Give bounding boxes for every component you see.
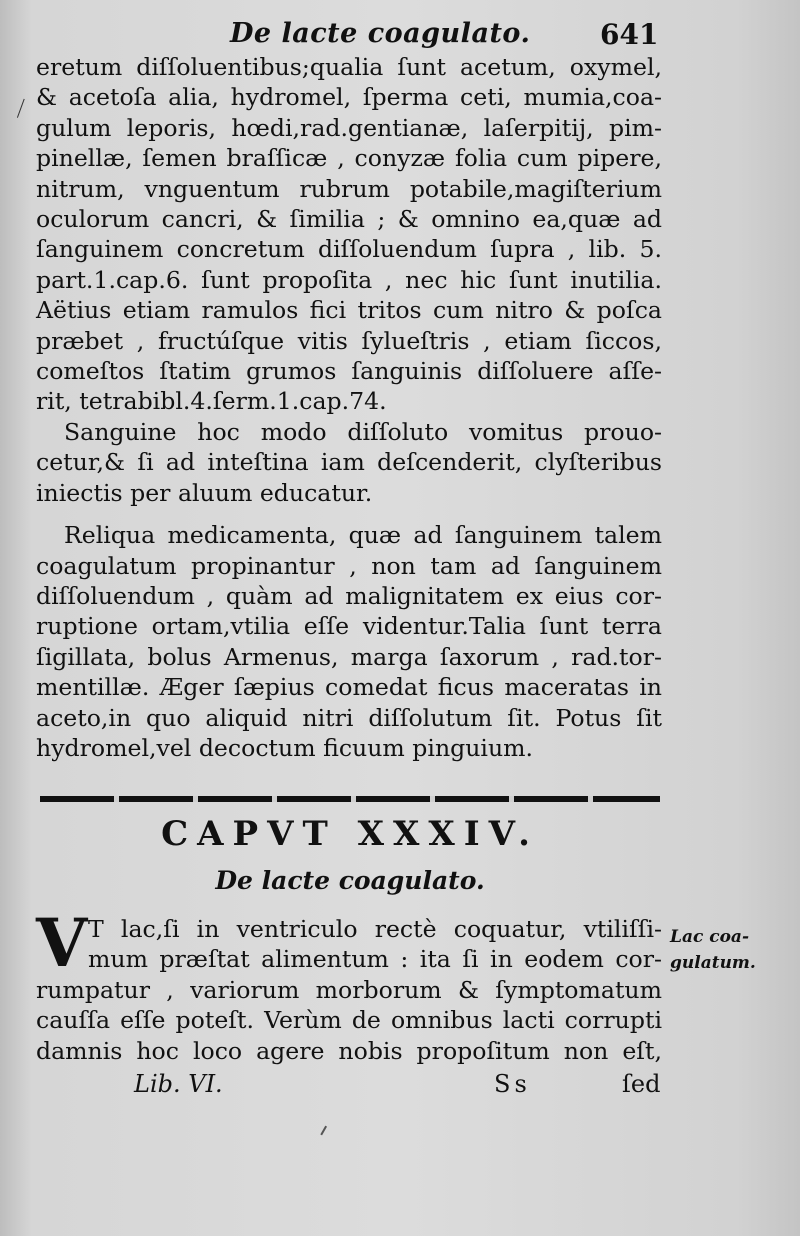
- text-line: Aëtius etiam ramulos fici tritos cum nitro & poſca: [36, 296, 662, 325]
- paragraph-2: [36, 417, 662, 508]
- text-line: præbet , fructúſque vitis ſylueſtris , etiam ſiccos,: [36, 326, 662, 355]
- section-divider-rule: [40, 796, 660, 802]
- text-line: & acetoſa alia, hydromel, ſperma ceti, mumia,coa-: [36, 83, 662, 112]
- text-line: cetur,& ſi ad inteſtina iam deſcenderit, clyſteribus: [36, 448, 662, 477]
- marginal-note: [670, 924, 790, 976]
- text-block: [36, 52, 662, 763]
- text-line: mum præſtat alimentum : ita ſi in eodem cor-: [88, 945, 662, 974]
- signature-mark: Ss: [494, 1070, 531, 1098]
- running-head: [0, 18, 800, 52]
- chapter-body: [36, 904, 662, 1066]
- paragraph-3: [36, 520, 662, 763]
- text-line: comeſtos ſtatim grumos ſanguinis diſſoluere aſſe-: [36, 357, 662, 386]
- text-line: ſigillata, bolus Armenus, marga ſaxorum , rad.tor-: [36, 642, 662, 671]
- running-head-title: De lacte coagulato.: [230, 18, 531, 49]
- book-reference: Lib. VI.: [134, 1070, 223, 1098]
- text-line: Sanguine hoc modo diſſoluto vomitus prouo-: [64, 417, 662, 446]
- text-line: rumpatur , variorum morborum & ſymptomatum: [36, 975, 662, 1004]
- text-line: ruptione ortam,vtilia eſſe videntur.Talia ſunt terra: [36, 612, 662, 641]
- stray-ink-mark: [320, 1126, 335, 1141]
- text-line: ſanguinem concretum diſſoluendum ſupra , lib. 5.: [36, 235, 662, 264]
- text-line: diſſoluendum , quàm ad malignitatem ex eius cor-: [36, 581, 662, 610]
- text-line: oculorum cancri, & ſimilia ; & omnino ea,quæ ad: [36, 205, 662, 234]
- text-line: mentillæ. Æger ſæpius comedat ficus maceratas in: [36, 673, 662, 702]
- page-footer: [0, 1070, 800, 1104]
- text-line: T lac,ſi in ventriculo rectè coquatur, vtiliſſi-: [88, 915, 662, 943]
- text-line: rit, tetrabibl.4.ſerm.1.cap.74.: [36, 387, 387, 416]
- chapter-heading: CAPVT XXXIV.: [161, 814, 539, 854]
- catchword: ſed: [622, 1070, 661, 1098]
- text-line: nitrum, vnguentum rubrum potabile,magiſterium: [36, 174, 662, 203]
- text-line: pinellæ, ſemen braſſicæ , conyzæ folia cum pipere,: [36, 144, 662, 173]
- page-number: 641: [600, 18, 659, 51]
- text-line: damnis hoc loco agere nobis propoſitum non eſt,: [36, 1036, 662, 1065]
- marginal-note-line: Lac coa-: [670, 927, 749, 947]
- chapter-subtitle: De lacte coagulato.: [215, 866, 485, 895]
- paragraph-1: [36, 52, 662, 417]
- text-line: eretum diſſoluentibus;qualia ſunt acetum, oxymel,: [36, 53, 662, 81]
- text-line: aceto,in quo aliquid nitri diſſolutum ſit. Potus ſit: [36, 703, 662, 732]
- text-line: gulum leporis, hœdi,rad.gentianæ, laſerpitij, pim-: [36, 113, 662, 142]
- marginal-note-line: gulatum.: [670, 953, 756, 973]
- drop-cap: V: [36, 904, 88, 982]
- text-line: iniectis per aluum educatur.: [36, 478, 373, 507]
- text-line: hydromel,vel decoctum ficuum pinguium.: [36, 733, 534, 762]
- text-line: coagulatum propinantur , non tam ad ſanguinem: [36, 551, 662, 580]
- text-line: Reliqua medicamenta, quæ ad ſanguinem talem: [64, 521, 662, 550]
- text-line: cauſſa eſſe poteſt. Verùm de omnibus lacti corrupti: [36, 1006, 662, 1035]
- margin-pen-mark: [17, 99, 34, 122]
- text-line: part.1.cap.6. ſunt propoſita , nec hic ſunt inutilia.: [36, 265, 662, 294]
